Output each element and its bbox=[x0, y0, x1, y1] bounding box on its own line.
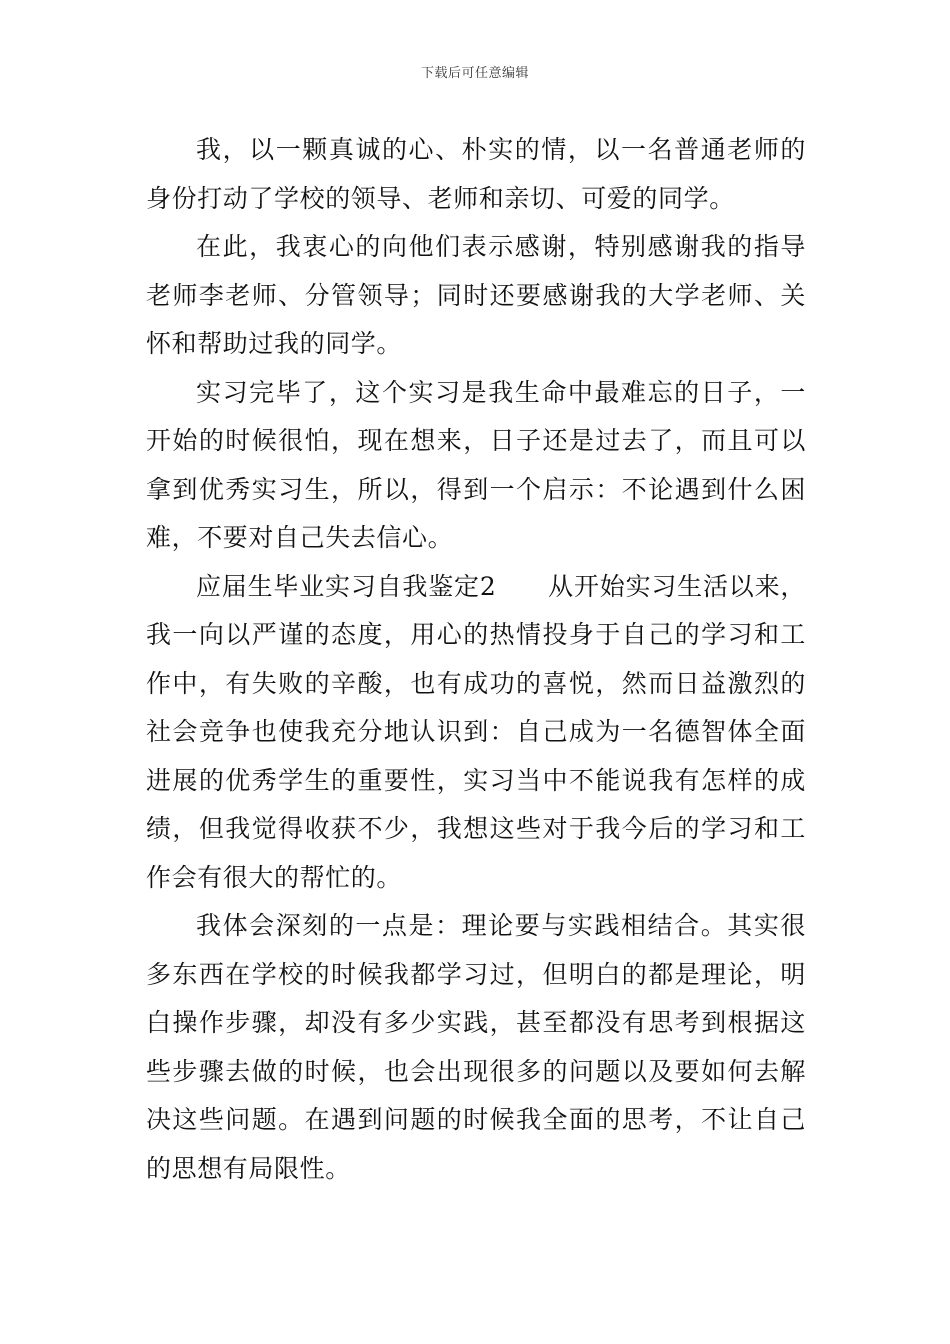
paragraph-1: 我，以一颗真诚的心、朴实的情，以一名普通老师的身份打动了学校的领导、老师和亲切、可爱的同学。 bbox=[146, 135, 806, 213]
paragraph-5: 我体会深刻的一点是：理论要与实践相结合。其实很多东西在学校的时候我都学习过，但明白的都是理论，明白操作步骤，却没有多少实践，甚至都没有思考到根据这些步骤去做的时候，也会出现很多的问题以及要如何去解决这些问题。在遇到问题的时候我全面的思考，不让自己的思想有局限性。 bbox=[146, 911, 806, 1183]
paragraph-2: 在此，我衷心的向他们表示感谢，特别感谢我的指导老师李老师、分管领导；同时还要感谢我的大学老师、关怀和帮助过我的同学。 bbox=[146, 232, 806, 358]
paragraph-4: 应届生毕业实习自我鉴定2 从开始实习生活以来，我一向以严谨的态度，用心的热情投身于自己的学习和工作中，有失败的辛酸，也有成功的喜悦，然而日益激烈的社会竞争也使我充分地认识到：自己成为一名德智体全面进展的优秀学生的重要性，实习当中不能说我有怎样的成绩，但我觉得收获不少，我想这些对于我今后的学习和工作会有很大的帮忙的。 bbox=[146, 571, 806, 892]
document-body bbox=[146, 126, 806, 1193]
paragraph-3: 实习完毕了，这个实习是我生命中最难忘的日子，一开始的时候很怕，现在想来，日子还是过去了，而且可以拿到优秀实习生，所以，得到一个启示：不论遇到什么困难，不要对自己失去信心。 bbox=[146, 377, 806, 552]
header-note: 下载后可任意编辑 bbox=[420, 66, 529, 81]
